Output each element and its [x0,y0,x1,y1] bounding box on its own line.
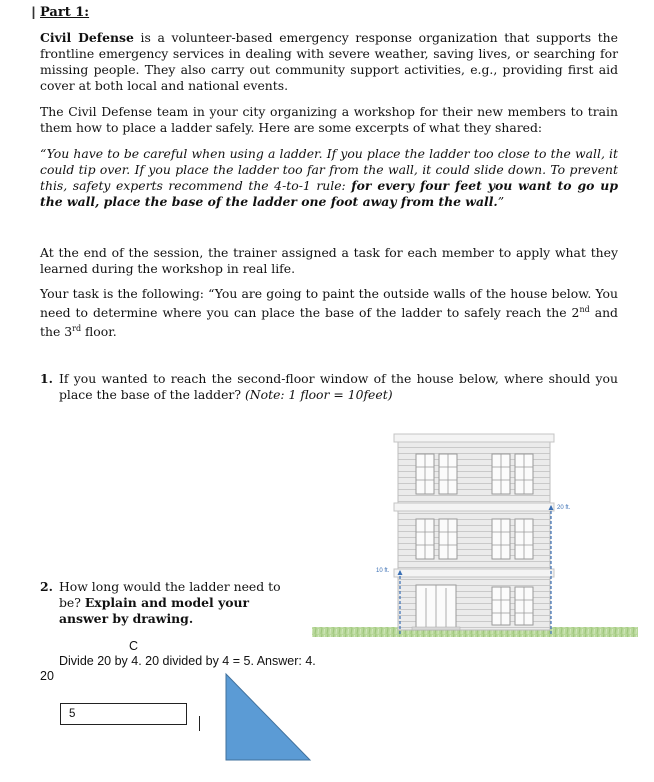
quote-paragraph [40,146,618,210]
quote-italic: “You have to be careful when using a ladder. If you place the ladder too close to the wall, it could tip over. If you place the ladder too far from the wall, it could slide down. To prevent this, safety experts recommend the 4-to-1 rule: [40,146,618,193]
dimension-label-20ft: 20 ft. [557,505,571,511]
question-2 [40,579,290,627]
question-2-line2-bold: Explain and model your [84,595,250,610]
session-paragraph: At the end of the session, the trainer assigned a task for each member to apply what they learned during the workshop in real life. [40,245,618,276]
text-caret [199,716,200,731]
task-text-start: Your task is the following: “You are going to paint the outside walls of the house below. You need to determine where you can place the base of the ladder to safely reach the 2 [40,286,618,321]
civil-defense-term: Civil Defense [40,30,134,45]
question-1-body [59,371,618,403]
quote-bold-rule: for every four feet you want to go up the wall, place the base of the ladder one foot away from the wall. [40,178,618,209]
label-20: 20 [40,669,54,683]
answer-input-box[interactable]: 5 [60,703,187,725]
answer-explanation[interactable]: Divide 20 by 4. 20 divided by 4 = 5. Answer: 4. [59,654,316,668]
question-1-number: 1. [40,371,53,386]
quote-end: ” [497,194,505,209]
superscript-nd: nd [579,305,590,314]
part-heading: Part 1: [40,5,90,20]
door-step [412,627,460,630]
right-triangle-drawing[interactable] [224,672,314,762]
task-text-mid: and the 3 [40,305,618,340]
workshop-paragraph: The Civil Defense team in your city organizing a workshop for their new members to train them how to place a ladder safely. Here are some excerpts of what they shared: [40,104,618,135]
question-1-note: (Note: 1 floor = 10feet) [244,387,393,402]
house-illustration [308,430,642,640]
question-1 [40,371,618,403]
question-2-body [59,579,290,627]
roof-cornice [394,434,554,442]
question-1-text: If you wanted to reach the second-floor window of the house below, where should you place the base of the ladder? [59,371,618,402]
question-2-line3-bold: answer by drawing. [59,611,194,626]
question-2-number: 2. [40,579,53,594]
floor-band-upper [394,503,554,511]
floor-band-lower [394,569,554,577]
intro-text: is a volunteer-based emergency response organization that supports the frontline emergency services in dealing with severe weather, saving lives, or searching for missing people. They also carry out community support activities, e.g., providing first aid cover at both local and national events. [40,30,618,93]
triangle-shape[interactable] [226,674,310,760]
task-paragraph [40,286,618,340]
text-cursor-icon: I [31,4,37,24]
question-2-line1: How long would the ladder need to [59,579,281,594]
dimension-label-10ft: 10 ft. [376,568,390,574]
intro-paragraph [40,30,618,94]
question-2-line2 [59,595,290,611]
task-text-end: floor. [81,324,117,340]
superscript-rd: rd [72,324,82,334]
label-c: C [129,639,139,653]
question-2-line2-plain: be? [59,595,85,610]
